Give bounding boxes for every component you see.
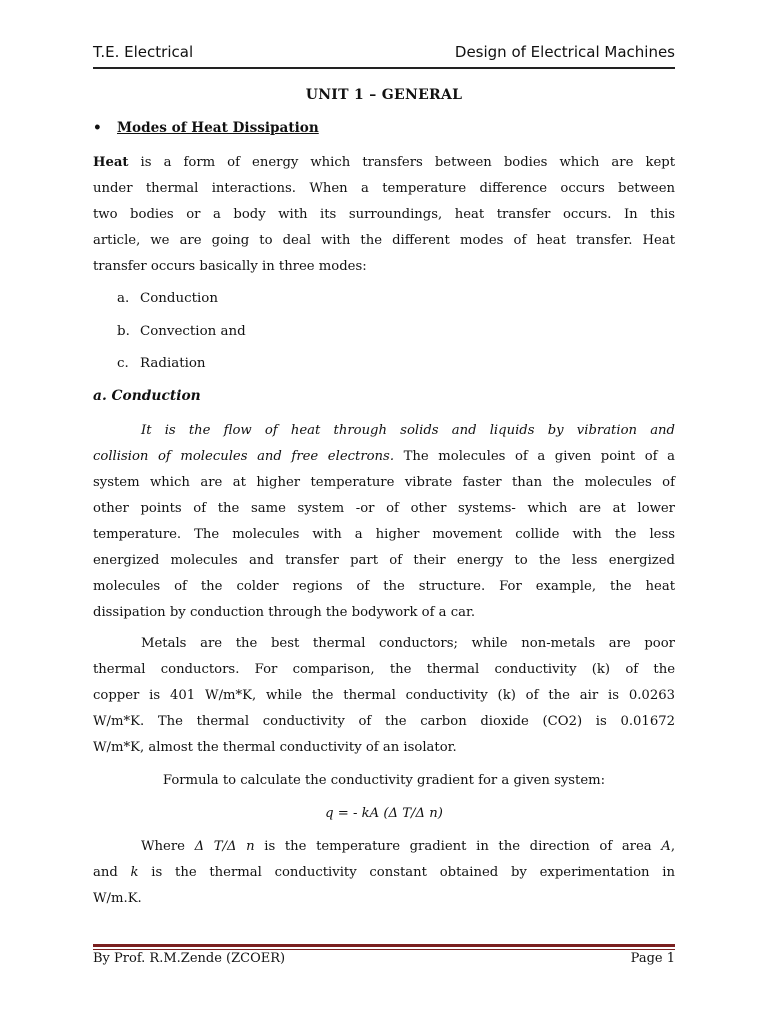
intro-line: article, we are going to deal with the different modes of heat transfer. Heat [93, 233, 675, 248]
unit-title: UNIT 1 – GENERAL [305, 87, 463, 103]
where-line: and k is the thermal conductivity constant obtained by experimentation in [93, 865, 675, 880]
where-line: W/m.K. [93, 891, 142, 906]
intro-line: under thermal interactions. When a temperature difference occurs between [93, 181, 675, 196]
list-item-label: b. [117, 324, 130, 339]
conduction-line: temperature. The molecules with a higher movement collide with the less [93, 527, 675, 542]
list-item-label: c. [117, 356, 129, 371]
footer-author: By Prof. R.M.Zende (ZCOER) [93, 951, 286, 966]
metals-line: thermal conductors. For comparison, the thermal conductivity (k) of the [93, 662, 675, 677]
heat-bold-word: Heat [93, 155, 129, 170]
where-paragraph [93, 834, 675, 912]
conduction-line: molecules of the colder regions of the structure. For example, the heat [93, 579, 675, 594]
list-item [117, 356, 206, 371]
list-item-text: Radiation [140, 356, 206, 371]
conduction-line: It is the flow of heat through solids and liquids by vibration and [141, 423, 675, 438]
metals-line: W/m*K, almost the thermal conductivity of an isolator. [93, 740, 457, 755]
footer-divider-thin [93, 949, 675, 950]
header-divider [93, 67, 675, 69]
bullet-icon: • [93, 120, 102, 136]
list-item-text: Conduction [140, 291, 218, 306]
conduction-line: collision of molecules and free electrons. The molecules of a given point of a [93, 449, 675, 464]
conduction-paragraph [93, 418, 675, 626]
intro-line: Heat is a form of energy which transfers between bodies which are kept [93, 155, 675, 170]
intro-paragraph [93, 150, 675, 280]
conduction-heading: a. Conduction [93, 388, 201, 404]
conduction-line: other points of the same system -or of other systems- which are at lower [93, 501, 675, 516]
list-item [117, 324, 246, 339]
list-item-label: a. [117, 291, 130, 306]
list-item [117, 291, 218, 306]
metals-line: W/m*K. The thermal conductivity of the carbon dioxide (CO2) is 0.01672 [93, 714, 675, 729]
metals-line: copper is 401 W/m*K, while the thermal conductivity (k) of the air is 0.0263 [93, 688, 675, 703]
header-subject: Design of Electrical Machines [454, 43, 675, 61]
page-header [93, 43, 675, 65]
where-line: Where Δ T/Δ n is the temperature gradient in the direction of area A, [141, 839, 676, 854]
metals-line: Metals are the best thermal conductors; while non-metals are poor [141, 636, 675, 651]
intro-line: transfer occurs basically in three modes: [93, 259, 367, 274]
conduction-line: dissipation by conduction through the bodywork of a car. [93, 605, 476, 620]
section-heading-text: Modes of Heat Dissipation [117, 120, 319, 136]
page-footer [93, 951, 675, 973]
list-item-text: Convection and [140, 324, 246, 339]
metals-paragraph [93, 631, 675, 761]
page-number: Page 1 [630, 951, 675, 966]
formula-intro: Formula to calculate the conductivity gradient for a given system: [162, 773, 606, 788]
conduction-line: energized molecules and transfer part of their energy to the less energized [93, 553, 675, 568]
header-course: T.E. Electrical [93, 43, 194, 61]
formula: q = - kA (Δ T/Δ n) [325, 806, 443, 821]
conduction-line: system which are at higher temperature vibrate faster than the molecules of [93, 475, 675, 490]
footer-divider [93, 944, 675, 947]
intro-line: two bodies or a body with its surroundings, heat transfer occurs. In this [93, 207, 675, 222]
